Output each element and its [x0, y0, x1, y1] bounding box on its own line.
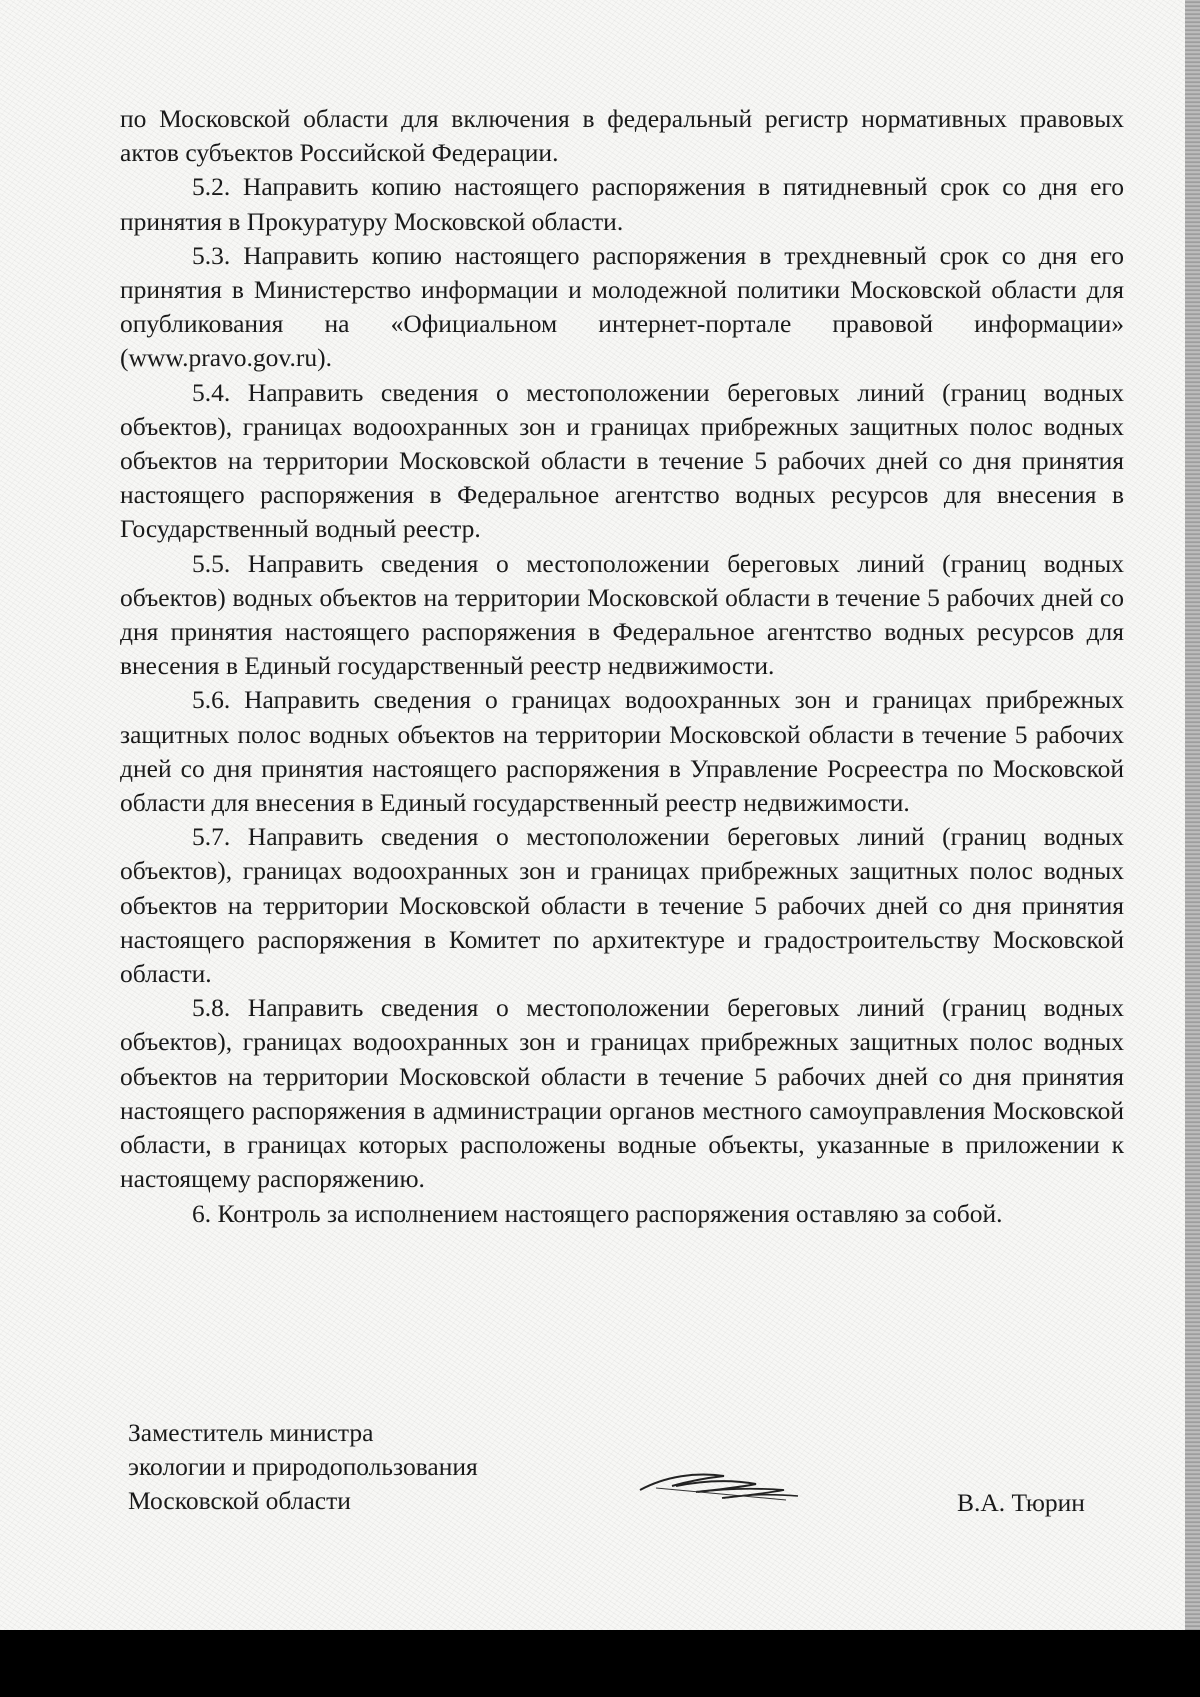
paragraph-5-5: 5.5. Направить сведения о местоположении береговых линий (границ водных объектов) водных объектов на территории Московской области в течение 5 рабочих дней со дня принятия настоящего распоряжения в Федеральное агентство водных ресурсов для внесения в Единый государственный реестр недвижимости. — [120, 548, 1124, 681]
paragraph-5-3: 5.3. Направить копию настоящего распоряжения в трехдневный срок со дня его принятия в Министерство информации и молодежной политики Московской области для опубликования на «Официальном интернет-портале правовой информации» (www.pravo.gov.ru). — [120, 240, 1124, 373]
paragraph-6: 6. Контроль за исполнением настоящего распоряжения оставляю за собой. — [192, 1198, 1003, 1228]
position-line: экологии и природопользования — [128, 1452, 478, 1481]
handwritten-signature — [636, 1460, 806, 1510]
paragraph-continuation: по Московской области для включения в федеральный регистр нормативных правовых актов субъектов Российской Федерации. — [120, 104, 1124, 168]
signer-name: В.А. Тюрин — [957, 1488, 1085, 1517]
paragraph-5-7: 5.7. Направить сведения о местоположении береговых линий (границ водных объектов), границах водоохранных зон и границах прибрежных защитных полос водных объектов на территории Московской области в течение 5 рабочих дней со дня принятия настоящего распоряжения в Комитет по архитектуре и градостроительству Московской области. — [120, 822, 1124, 989]
scan-edge — [1185, 0, 1200, 1630]
document-body — [120, 102, 1124, 1231]
paragraph-5-6: 5.6. Направить сведения о границах водоохранных зон и границах прибрежных защитных полос водных объектов на территории Московской области в течение 5 рабочих дней со дня принятия настоящего распоряжения в Управление Росреестра по Московской области для внесения в Единый государственный реестр недвижимости. — [120, 685, 1124, 818]
paragraph-5-2: 5.2. Направить копию настоящего распоряжения в пятидневный срок со дня его принятия в Прокуратуру Московской области. — [120, 172, 1124, 236]
paragraph-5-4: 5.4. Направить сведения о местоположении береговых линий (границ водных объектов), границах водоохранных зон и границах прибрежных защитных полос водных объектов на территории Московской области в течение 5 рабочих дней со дня принятия настоящего распоряжения в Федеральное агентство водных ресурсов для внесения в Государственный водный реестр. — [120, 377, 1124, 544]
position-line: Заместитель министра — [128, 1418, 374, 1447]
paragraph-5-8: 5.8. Направить сведения о местоположении береговых линий (границ водных объектов), границах водоохранных зон и границах прибрежных защитных полос водных объектов на территории Московской области в течение 5 рабочих дней со дня принятия настоящего распоряжения в администрации органов местного самоуправления Московской области, в границах которых расположены водные объекты, указанные в приложении к настоящему распоряжению. — [120, 993, 1124, 1194]
signatory-position — [128, 1416, 478, 1518]
position-line: Московской области — [128, 1486, 351, 1515]
scan-border — [0, 1630, 1200, 1697]
